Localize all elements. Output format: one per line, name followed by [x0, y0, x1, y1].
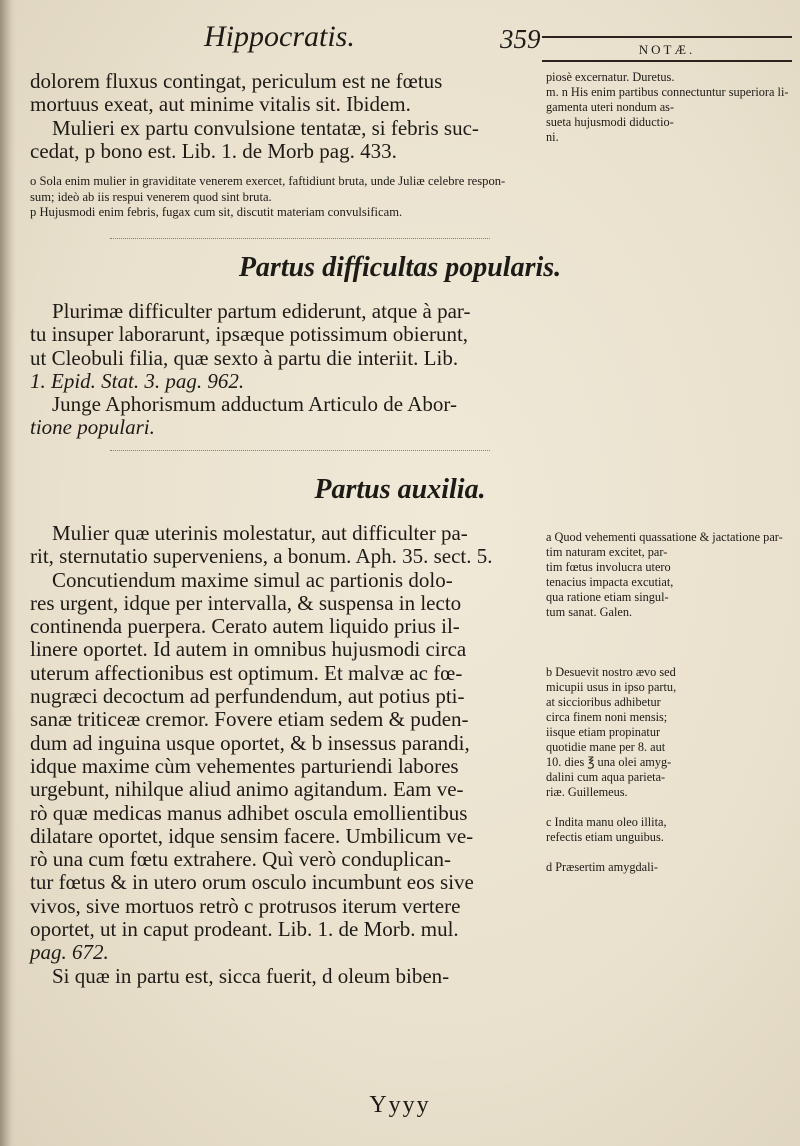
- side-note-line: tenacius impacta excutiat,: [546, 575, 674, 589]
- text-line: Mulier quæ uterinis molestatur, aut difficulter pa-: [52, 521, 468, 545]
- text-line: uterum affectionibus est optimum. Et malvæ ac fœ-: [30, 660, 463, 685]
- text-line: urgebunt, nihilque aliud animo agitandum. Eam ve-: [30, 777, 464, 802]
- footnote-line: p Hujusmodi enim febris, fugax cum sit, discutit materiam convulsificam.: [30, 205, 403, 219]
- text-line: vivos, sive mortuos retrò c protrusos iterum vertere: [30, 893, 461, 918]
- notes-heading: [542, 34, 792, 66]
- main-text-block-2: [30, 300, 540, 440]
- text-line: idque maxime cùm vehementes parturiendi labores: [30, 753, 459, 778]
- text-line: dum ad inguina usque oportet, & b insessus parandi,: [30, 730, 470, 755]
- section-title: Partus difficultas popularis.: [238, 252, 562, 283]
- text-line: cedat, p bono est. Lib. 1. de Morb pag. 433.: [30, 138, 397, 163]
- text-line: oportet, ut in caput prodeant. Lib. 1. de Morb. mul.: [30, 917, 459, 942]
- text-line: Junge Aphorismum adductum Articulo de Abor-: [52, 392, 457, 417]
- divider: [110, 238, 490, 239]
- text-line: tur fœtus & in utero orum osculo incumbunt eos sive: [30, 870, 474, 895]
- side-note-line: quotidie mane per 8. aut: [546, 740, 666, 754]
- side-note-line: c Indita manu oleo illita,: [546, 815, 667, 829]
- footnote-line: o Sola enim mulier in graviditate venerem exercet, faftidiunt bruta, unde Juliæ celebre respon-: [30, 174, 506, 188]
- side-note-line: piosè excernatur. Duretus.: [546, 70, 675, 84]
- text-line: dilatare oportet, idque sensim facere. Umbilicum ve-: [30, 823, 474, 848]
- text-line: tione populari.: [30, 415, 155, 440]
- main-text-block-1: [30, 70, 540, 163]
- footnotes-block: [30, 174, 790, 221]
- text-line: Si quæ in partu est, sicca fuerit, d oleum biben-: [52, 963, 450, 988]
- text-line: nugræci decoctum ad perfundendum, aut potius pti-: [30, 684, 465, 709]
- main-text-block-3: [30, 522, 540, 988]
- text-line: 1. Epid. Stat. 3. pag. 962.: [30, 368, 245, 393]
- text-line: Plurimæ difficulter partum ediderunt, atque à par-: [52, 299, 471, 323]
- side-note-line: [546, 845, 794, 860]
- side-note-line: m. n His enim partibus connectuntur superiora li-: [546, 85, 789, 99]
- side-note-line: circa finem noni mensis;: [546, 710, 668, 724]
- section-title: Partus auxilia.: [314, 474, 486, 505]
- side-note-line: tim fœtus involucra utero: [546, 560, 671, 574]
- text-line: res urgent, idque per intervalla, & suspensa in lecto: [30, 590, 462, 615]
- side-note-line: d Præsertim amygdali-: [546, 860, 659, 874]
- side-note-line: a Quod vehementi quassatione & jactatione par-: [546, 530, 783, 544]
- notes-heading-label: NOTÆ.: [638, 42, 696, 57]
- text-line: linere oportet. Id autem in omnibus hujusmodi circa: [30, 637, 467, 662]
- side-note-line: gamenta uteri nondum as-: [546, 100, 675, 114]
- side-note-line: qua ratione etiam singul-: [546, 590, 669, 604]
- side-note-line: sueta hujusmodi diductio-: [546, 115, 674, 129]
- side-note-line: 10. dies ℥ una olei amyg-: [546, 755, 672, 769]
- text-line: rit, sternutatio superveniens, a bonum. Aph. 35. sect. 5.: [30, 544, 493, 569]
- text-line: ut Cleobuli filia, quæ sexto à partu die interiit. Lib.: [30, 345, 459, 370]
- side-note-line: dalini cum aqua parieta-: [546, 770, 666, 784]
- side-note-line: micupii usus in ipso partu,: [546, 680, 677, 694]
- text-line: dolorem fluxus contingat, periculum est ne fœtus: [30, 69, 443, 93]
- side-note-line: refectis etiam unguibus.: [546, 830, 664, 844]
- page-gutter: [0, 0, 16, 1146]
- text-line: continenda puerpera. Cerato autem liquido prius il-: [30, 614, 460, 639]
- side-note-line: at siccioribus adhibetur: [546, 695, 661, 709]
- footnote-line: sum; ideò ab iis respui venerem quod sint bruta.: [30, 189, 272, 204]
- side-note-line: iisque etiam propinatur: [546, 725, 661, 739]
- side-note-line: tim naturam excitet, par-: [546, 545, 668, 559]
- side-note-line: ni.: [546, 130, 559, 144]
- text-line: pag. 672.: [30, 940, 109, 965]
- side-note-line: [546, 635, 794, 650]
- text-line: rò una cum fœtu extrahere. Quì verò conduplican-: [30, 847, 452, 872]
- catchword: Yyyy: [369, 1092, 431, 1118]
- running-title: Hippocratis.: [204, 20, 355, 53]
- running-header: [0, 20, 800, 72]
- side-notes-block-1: [546, 70, 794, 145]
- side-note-line: b Desuevit nostro ævo sed: [546, 665, 676, 679]
- side-note-line: tum sanat. Galen.: [546, 605, 633, 619]
- side-notes-block-2: [546, 530, 794, 875]
- page-number: 359: [500, 24, 541, 54]
- side-note-line: [546, 800, 794, 815]
- side-note-line: [546, 620, 794, 635]
- side-note-line: [546, 650, 794, 665]
- text-line: mortuus exeat, aut minime vitalis sit. Ibidem.: [30, 92, 411, 117]
- text-line: tu insuper laborarunt, ipsæque potissimum obierunt,: [30, 322, 469, 347]
- text-line: sanæ triticeæ cremor. Fovere etiam sedem & puden-: [30, 707, 469, 732]
- side-note-line: riæ. Guillemeus.: [546, 785, 628, 799]
- text-line: Mulieri ex partu convulsione tentatæ, si febris suc-: [52, 115, 479, 140]
- text-line: Concutiendum maxime simul ac partionis dolo-: [52, 567, 453, 592]
- divider: [110, 450, 490, 451]
- text-line: rò quæ medicas manus adhibet oscula emollientibus: [30, 800, 468, 825]
